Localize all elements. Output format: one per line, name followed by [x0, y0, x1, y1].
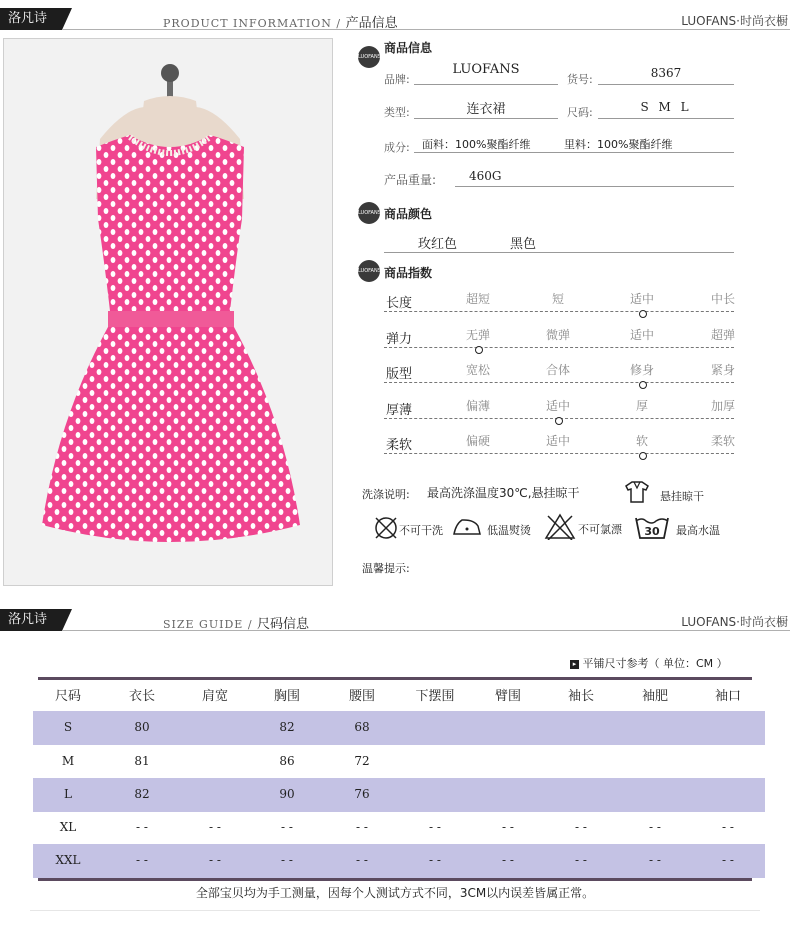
index-row-name: 厚薄 [386, 402, 413, 418]
index-option: 短 [551, 292, 564, 306]
index-option: 软 [635, 434, 648, 448]
index-row-divider [384, 382, 734, 383]
index-title: 商品指数 [384, 266, 433, 280]
index-option: 微弹 [545, 327, 570, 342]
header-store-name-2: LUOFANS·时尚衣橱 [681, 615, 788, 629]
index-selected-marker [639, 452, 647, 460]
weight-label: 产品重量: [384, 173, 437, 187]
index-selected-marker [639, 310, 647, 318]
brand-label: 品牌: [384, 73, 410, 86]
table-cell: XXL [55, 853, 81, 867]
index-row-name: 版型 [386, 367, 413, 382]
table-cell: 72 [354, 754, 370, 768]
product-photo [3, 38, 333, 586]
no-bleach-icon [544, 512, 576, 540]
index-option: 加厚 [710, 398, 735, 413]
product-info-title: 商品信息 [384, 41, 433, 55]
size-guide-header [0, 609, 790, 633]
table-cell: - - [575, 853, 587, 867]
color-title: 商品颜色 [384, 207, 433, 221]
table-header-cell: 袖肥 [641, 689, 668, 704]
table-header-cell: 肩宽 [201, 689, 228, 704]
index-option: 偏硬 [465, 434, 490, 448]
dress-image [4, 39, 332, 585]
hang-dry-text: 悬挂晾干 [660, 490, 704, 503]
table-header-cell: 臂围 [494, 689, 521, 704]
sku-label: 货号: [567, 73, 593, 86]
table-cell: 90 [279, 787, 295, 801]
product-info-header [0, 8, 790, 32]
table-bottom-rule [38, 878, 752, 881]
index-option: 无弹 [465, 327, 490, 342]
sku-value: 8367 [598, 66, 734, 85]
table-cell: - - [281, 820, 293, 834]
max-water-temp-text: 最高水温 [676, 524, 720, 537]
type-value: 连衣裙 [414, 98, 558, 119]
index-option: 适中 [545, 398, 570, 413]
table-cell: - - [281, 853, 293, 867]
index-selected-marker [639, 381, 647, 389]
color-line [384, 232, 734, 253]
max-water-temp-icon [634, 514, 670, 540]
material-label: 成分: [384, 141, 410, 154]
index-option: 适中 [629, 327, 654, 342]
index-row-divider [384, 347, 734, 348]
table-cell: - - [649, 820, 661, 834]
index-option: 中长 [710, 292, 735, 306]
type-label: 类型: [384, 106, 410, 119]
weight-value: 460G [469, 169, 502, 183]
index-option: 柔软 [710, 434, 735, 448]
table-cell: 81 [134, 754, 150, 768]
table-cell: 86 [279, 754, 295, 768]
size-label: 尺码: [567, 106, 593, 119]
table-header-cell: 袖口 [714, 689, 741, 704]
arrow-icon: ▸ [570, 660, 579, 669]
table-cell: - - [356, 853, 368, 867]
table-cell: S [63, 720, 73, 734]
index-option: 宽松 [465, 363, 490, 377]
table-cell: - - [575, 820, 587, 834]
material-lining: 里料：100%聚酯纤维 [564, 138, 673, 151]
index-row-divider [384, 311, 734, 312]
index-option: 合体 [545, 363, 570, 377]
table-cell: - - [356, 820, 368, 834]
brand-tag-2: 洛凡诗 [0, 609, 62, 631]
table-cell: M [61, 754, 75, 768]
material-face: 面料：100%聚酯纤维 [422, 138, 531, 151]
size-value: S M L [598, 100, 734, 119]
hang-dry-icon [622, 480, 652, 504]
material-value-line [414, 134, 734, 153]
table-header-cell: 下摆围 [415, 689, 455, 704]
header-english: PRODUCT INFORMATION / 产品信息 [163, 16, 398, 31]
table-cell: - - [502, 820, 514, 834]
table-cell: - - [649, 853, 661, 867]
no-dryclean-icon [372, 514, 400, 542]
table-cell: 68 [354, 720, 370, 734]
table-cell: - - [429, 820, 441, 834]
color-item-1: 玫红色 [418, 237, 458, 252]
index-option: 超弹 [710, 327, 735, 342]
table-cell: - - [209, 820, 221, 834]
table-cell: - - [722, 820, 734, 834]
table-header-cell: 衣长 [128, 689, 155, 704]
index-option: 修身 [629, 363, 654, 377]
bottom-divider [30, 910, 760, 911]
color-item-2: 黑色 [510, 237, 537, 252]
table-cell: 80 [134, 720, 150, 734]
low-iron-text: 低温熨烫 [487, 524, 531, 537]
index-option: 适中 [629, 292, 654, 306]
table-cell: 82 [134, 787, 150, 801]
index-option: 紧身 [710, 363, 735, 377]
table-cell: - - [136, 820, 148, 834]
wash-label: 洗涤说明: [362, 488, 410, 501]
index-option: 偏薄 [465, 398, 490, 413]
table-cell: L [64, 787, 72, 801]
index-option: 超短 [465, 292, 490, 306]
header-english-2: SIZE GUIDE / 尺码信息 [163, 617, 310, 632]
table-cell: - - [722, 853, 734, 867]
index-row-name: 柔软 [386, 438, 413, 453]
color-badge-icon: LUOFANS [358, 202, 380, 224]
table-header-cell: 尺码 [54, 689, 81, 704]
table-header-cell: 袖长 [567, 689, 594, 704]
table-cell: - - [209, 853, 221, 867]
brand-tag: 洛凡诗 [0, 8, 62, 30]
header-store-name: LUOFANS·时尚衣橱 [681, 14, 788, 28]
wash-text: 最高洗涤温度30℃,悬挂晾干 [427, 486, 580, 500]
index-row-name: 长度 [386, 296, 413, 311]
table-cell: 82 [279, 720, 295, 734]
unit-note: ▸ 平铺尺寸参考（ 单位：CM ） [570, 655, 728, 671]
info-badge-icon: LUOFANS [358, 46, 380, 68]
tips-label: 温馨提示: [362, 562, 410, 575]
table-header-cell: 腰围 [348, 689, 375, 704]
index-selected-marker [475, 346, 483, 354]
table-cell: XL [59, 820, 77, 834]
table-cell: 76 [354, 787, 370, 801]
index-badge-icon: LUOFANS [358, 260, 380, 282]
table-top-rule [38, 677, 752, 680]
index-row-divider [384, 453, 734, 454]
no-dryclean-text: 不可干洗 [399, 524, 443, 537]
weight-line [455, 168, 734, 187]
low-iron-icon [452, 516, 482, 538]
index-row-name: 弹力 [386, 331, 413, 347]
index-option: 厚 [635, 398, 648, 413]
brand-value: LUOFANS [414, 62, 558, 85]
table-cell: - - [136, 853, 148, 867]
table-footnote: 全部宝贝均为手工测量，因每个人测试方式不同，3CM以内误差皆属正常。 [195, 886, 595, 900]
max-temp-number: 30 [644, 525, 660, 538]
no-bleach-text: 不可氯漂 [578, 523, 622, 536]
index-selected-marker [555, 417, 563, 425]
table-header-cell: 胸围 [273, 689, 300, 704]
index-option: 适中 [545, 434, 570, 448]
table-cell: - - [429, 853, 441, 867]
table-cell: - - [502, 853, 514, 867]
